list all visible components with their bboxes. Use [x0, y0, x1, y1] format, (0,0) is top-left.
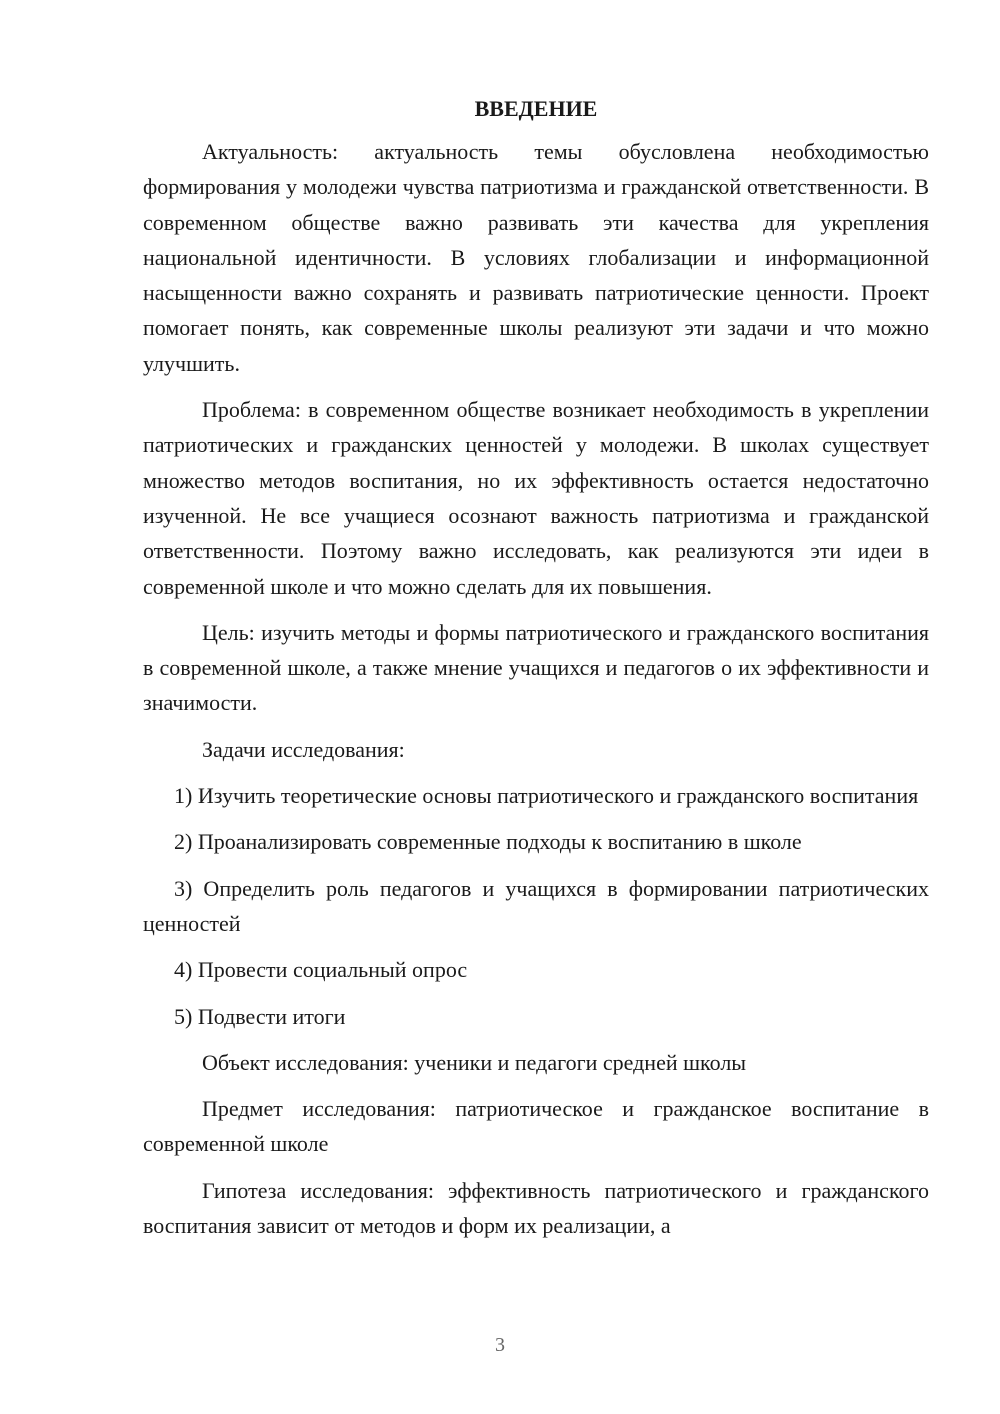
- page-title: ВВЕДЕНИЕ: [474, 96, 598, 121]
- task-item-3: 3) Определить роль педагогов и учащихся в формировании патриотических ценностей: [143, 875, 929, 936]
- task-item-4: 4) Провести социальный опрос: [174, 957, 468, 983]
- paragraph-goal: Цель: изучить методы и формы патриотического и гражданского воспитания в современной школе, а также мнение учащихся и педагогов о их эффективности и значимости.: [143, 619, 929, 716]
- paragraph-hypothesis: Гипотеза исследования: эффективность патриотического и гражданского воспитания зависит от методов и форм их реализации, а: [143, 1177, 929, 1239]
- paragraph-object: Объект исследования: ученики и педагоги средней школы: [202, 1049, 747, 1075]
- page-content: [143, 94, 929, 1243]
- task-item-5: 5) Подвести итоги: [174, 1003, 346, 1029]
- page-number: 3: [495, 1334, 505, 1356]
- paragraph-problem: Проблема: в современном обществе возникает необходимость в укреплении патриотических и гражданских ценностей у молодежи. В школах существует множество методов воспитания, но их эффективность остается недостаточно изученной. Не все учащиеся осознают важность патриотизма и гражданской ответственности. Поэтому важно исследовать, как реализуются эти идеи в современной школе и что можно сделать для их повышения.: [143, 397, 929, 599]
- task-item-1: 1) Изучить теоретические основы патриотического и гражданского воспитания: [174, 783, 919, 809]
- paragraph-subject: Предмет исследования: патриотическое и гражданское воспитание в современной школе: [143, 1096, 929, 1157]
- paragraph-relevance: Актуальность: актуальность темы обусловлена необходимостью формирования у молодежи чувства патриотизма и гражданской ответственности. В современном обществе важно развивать эти качества для укрепления национальной идентичности. В условиях глобализации и информационной насыщенности важно сохранять и развивать патриотические ценности. Проект помогает понять, как современные школы реализуют эти задачи и что можно улучшить.: [143, 139, 929, 376]
- task-item-2: 2) Проанализировать современные подходы к воспитанию в школе: [174, 829, 802, 855]
- paragraph-tasks-heading: Задачи исследования:: [202, 736, 405, 762]
